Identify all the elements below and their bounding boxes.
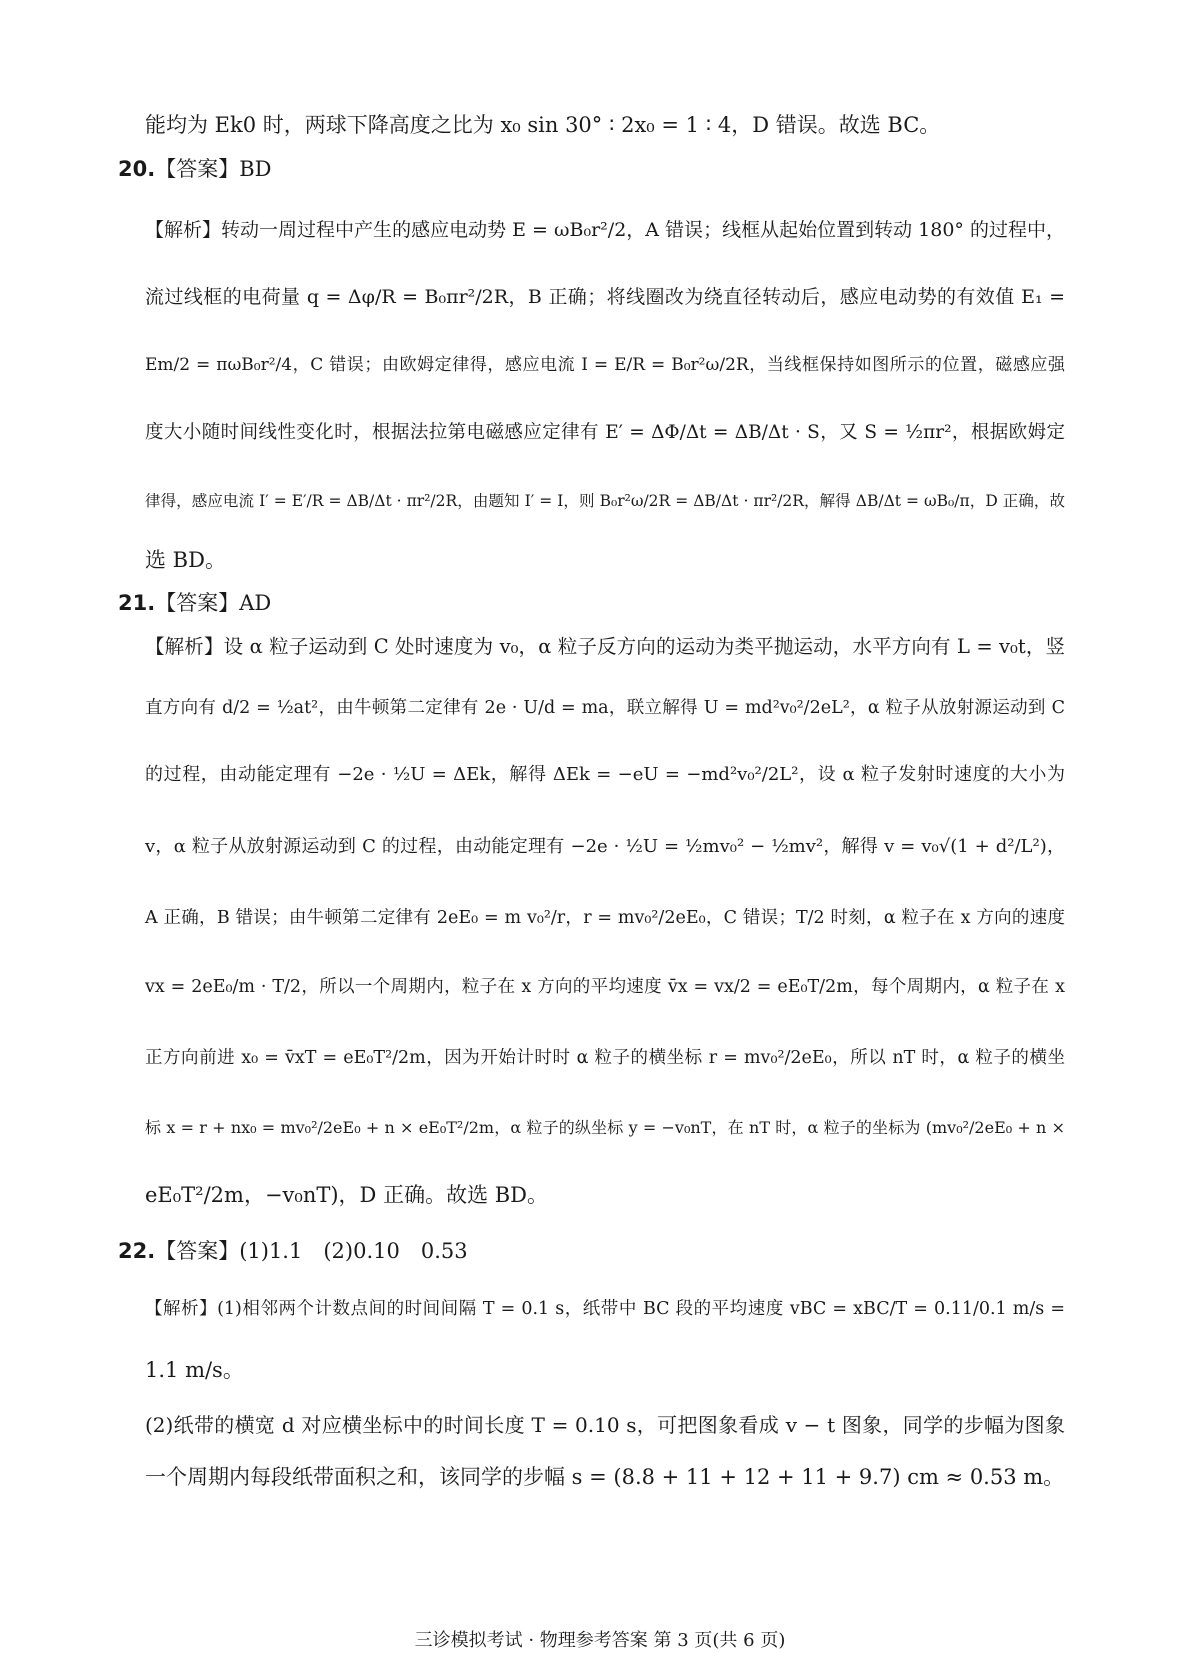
question-20-header [118, 154, 271, 184]
solution-line: eE₀T²/2m，−v₀nT)，D 正确。故选 BD。 [145, 1183, 549, 1207]
solution-line: 正方向前进 x₀ = v̄xT = eE₀T²/2m，因为开始计时时 α 粒子的横坐标 r = mv₀²/2eE₀，所以 nT 时，α 粒子的横坐 [145, 1048, 1065, 1068]
question-21-header [118, 588, 271, 618]
question-number: 20. [118, 157, 156, 181]
solution-line: 度大小随时间线性变化时，根据法拉第电磁感应定律有 E′ = ΔΦ/Δt = ΔB/Δt · S，又 S = ½πr²，根据欧姆定 [145, 422, 1065, 443]
solution-line: (2)纸带的横宽 d 对应横坐标中的时间长度 T = 0.10 s，可把图象看成 v − t 图象，同学的步幅为图象 [145, 1413, 1065, 1437]
solution-line: 直方向有 d/2 = ½at²，由牛顿第二定律有 2e · U/d = ma，联立解得 U = md²v₀²/2eL²，α 粒子从放射源运动到 C [145, 698, 1065, 718]
solution-line: v，α 粒子从放射源运动到 C 的过程，由动能定理有 −2e · ½U = ½mv₀² − ½mv²，解得 v = v₀√(1 + d²/L²)， [145, 836, 1065, 857]
solution-line: 【解析】设 α 粒子运动到 C 处时速度为 v₀，α 粒子反方向的运动为类平抛运动，水平方向有 L = v₀t，竖 [145, 635, 1065, 658]
answer-label: 【答案】BD [155, 157, 272, 181]
solution-line: vx = 2eE₀/m · T/2，所以一个周期内，粒子在 x 方向的平均速度 v̄x = vx/2 = eE₀T/2m，每个周期内，α 粒子在 x [145, 977, 1065, 997]
page-footer: 三诊模拟考试 · 物理参考答案 第 3 页(共 6 页) [414, 1630, 786, 1651]
answer-label: 【答案】AD [155, 591, 272, 615]
solution-line: A 正确，B 错误；由牛顿第二定律有 2eE₀ = m v₀²/r，r = mv₀²/2eE₀，C 错误；T/2 时刻，α 粒子在 x 方向的速度 [145, 908, 1065, 928]
question-number: 22. [118, 1239, 156, 1263]
solution-line: 流过线框的电荷量 q = Δφ/R = B₀πr²/2R，B 正确；将线圈改为绕直径转动后，感应电动势的有效值 E₁ = [145, 286, 1065, 308]
solution-line: 一个周期内每段纸带面积之和，该同学的步幅 s = (8.8 + 11 + 12 + 11 + 9.7) cm ≈ 0.53 m。 [145, 1465, 1065, 1489]
question-22-header [118, 1236, 468, 1266]
solution-line: 1.1 m/s。 [145, 1358, 244, 1382]
solution-line: 的过程，由动能定理有 −2e · ½U = ΔEk，解得 ΔEk = −eU = −md²v₀²/2L²，设 α 粒子发射时速度的大小为 [145, 764, 1065, 785]
solution-line: 标 x = r + nx₀ = mv₀²/2eE₀ + n × eE₀T²/2m，α 粒子的纵坐标 y = −v₀nT，在 nT 时，α 粒子的坐标为 (mv₀²/2eE₀ + n × [145, 1118, 1065, 1137]
continuation-line: 能均为 Ek0 时，两球下降高度之比为 x₀ sin 30° ∶ 2x₀ = 1 ∶ 4，D 错误。故选 BC。 [145, 113, 941, 137]
answer-label: 【答案】(1)1.1 (2)0.10 0.53 [155, 1239, 468, 1263]
solution-line: Em/2 = πωB₀r²/4，C 错误；由欧姆定律得，感应电流 I = E/R = B₀r²ω/2R，当线框保持如图所示的位置，磁感应强 [145, 355, 1065, 375]
solution-line: 【解析】(1)相邻两个计数点间的时间间隔 T = 0.1 s，纸带中 BC 段的平均速度 vBC = xBC/T = 0.11/0.1 m/s = [145, 1299, 1065, 1319]
solution-line: 【解析】转动一周过程中产生的感应电动势 E = ωB₀r²/2，A 错误；线框从起始位置到转动 180° 的过程中， [145, 219, 1065, 241]
solution-line: 选 BD。 [145, 548, 226, 572]
solution-line: 律得，感应电流 I′ = E′/R = ΔB/Δt · πr²/2R，由题知 I′ = I，则 B₀r²ω/2R = ΔB/Δt · πr²/2R，解得 ΔB/Δt = ωB₀/π，D 正确，故 [145, 492, 1065, 510]
question-number: 21. [118, 591, 156, 615]
